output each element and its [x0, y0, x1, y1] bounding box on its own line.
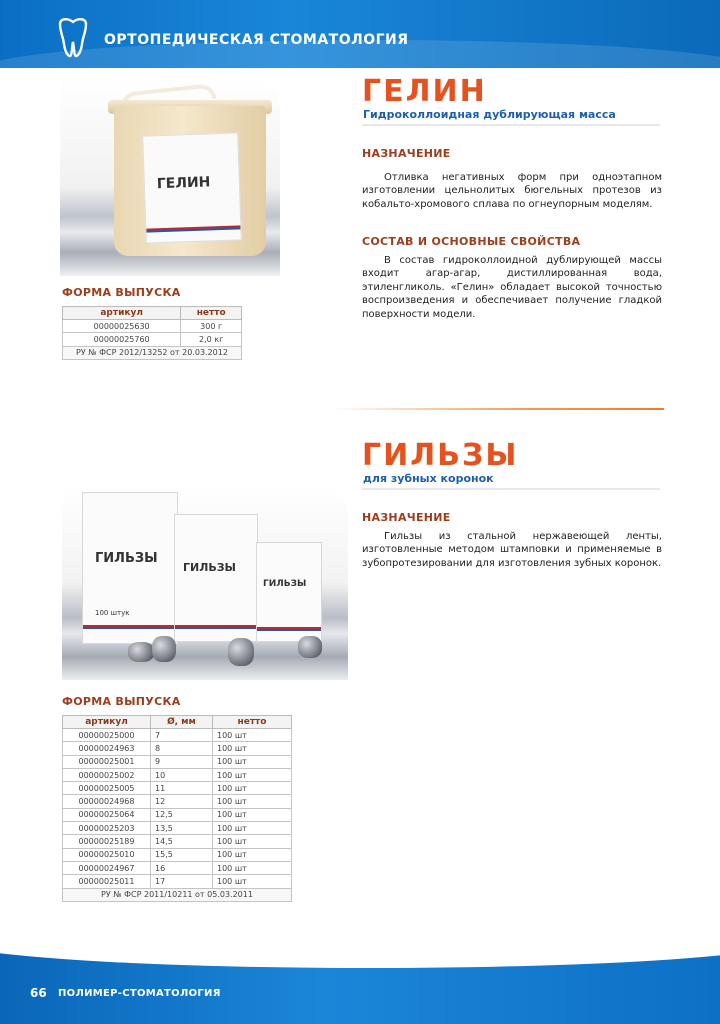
- purpose-text: Гильзы из стальной нержавеющей ленты, изготовленные методом штамповки и применяемые в зубопротезировании для изготовления зубных коронок.: [362, 531, 662, 569]
- table-row: [63, 848, 292, 861]
- article-cell: 00000025000: [63, 729, 151, 742]
- article-cell: 00000025064: [63, 808, 151, 821]
- table-row: [63, 320, 242, 333]
- package-box-medium: [174, 514, 258, 642]
- composition-text: В состав гидроколлоидной дублирующей массы входит агар-агар, дистиллированная вода, этиленгликоль. «Гелин» обладает высокой точностью воспроизведения и обеспечивает получение гладкой поверхности модели.: [362, 255, 662, 320]
- purpose-heading: НАЗНАЧЕНИЕ: [362, 511, 451, 524]
- diameter-cell: 11: [151, 782, 213, 795]
- product-photo-gilzy: [62, 486, 348, 680]
- net-cell: 100 шт: [213, 729, 292, 742]
- registration-cell: РУ № ФСР 2011/10211 от 05.03.2011: [63, 888, 292, 901]
- package-count: 100 штук: [95, 609, 130, 617]
- article-cell: 00000024967: [63, 861, 151, 874]
- package-label: ГИЛЬЗЫ: [183, 561, 236, 574]
- tub-label-name: ГЕЛИН: [156, 174, 211, 193]
- crown-shell-image: [298, 636, 322, 658]
- diameter-cell: 14,5: [151, 835, 213, 848]
- table-row: [63, 875, 292, 888]
- table-row: [63, 755, 292, 768]
- table-row: [63, 835, 292, 848]
- diameter-cell: 16: [151, 861, 213, 874]
- article-cell: 00000024963: [63, 742, 151, 755]
- net-cell: 100 шт: [213, 835, 292, 848]
- article-cell: 00000025001: [63, 755, 151, 768]
- table-header-cell: нетто: [213, 716, 292, 729]
- composition-heading: СОСТАВ И ОСНОВНЫЕ СВОЙСТВА: [362, 235, 581, 248]
- diameter-cell: 9: [151, 755, 213, 768]
- table-row: [63, 333, 242, 346]
- diameter-cell: 13,5: [151, 822, 213, 835]
- net-cell: 100 шт: [213, 875, 292, 888]
- net-cell: 100 шт: [213, 742, 292, 755]
- net-cell: 100 шт: [213, 822, 292, 835]
- footer-curve-decoration: [0, 948, 720, 968]
- page-number: 66: [30, 986, 47, 1000]
- package-stripe: [175, 625, 257, 629]
- diameter-cell: 8: [151, 742, 213, 755]
- table-header-row: [63, 716, 292, 729]
- table-header-cell: Ø, мм: [151, 716, 213, 729]
- package-label: ГИЛЬЗЫ: [263, 579, 307, 589]
- registration-row: [63, 888, 292, 901]
- package-box-small: [256, 542, 322, 642]
- registration-row: [63, 346, 242, 359]
- diameter-cell: 12,5: [151, 808, 213, 821]
- article-cell: 00000025011: [63, 875, 151, 888]
- page-footer: [0, 948, 720, 1024]
- title-underline: [362, 488, 660, 490]
- purpose-heading: НАЗНАЧЕНИЕ: [362, 147, 451, 160]
- title-underline: [362, 124, 660, 126]
- table-row: [63, 795, 292, 808]
- table-row: [63, 822, 292, 835]
- tooth-icon: [56, 18, 90, 58]
- tub-label: [142, 132, 242, 243]
- product-title: ГЕЛИН: [362, 74, 487, 109]
- net-cell: 100 шт: [213, 795, 292, 808]
- net-cell: 100 шт: [213, 861, 292, 874]
- article-cell: 00000024968: [63, 795, 151, 808]
- purpose-text: Отливка негативных форм при одноэтапном изготовлении цельнолитых бюгельных протезов из кобальто-хромового сплава по огнеупорным моделям.: [362, 172, 662, 210]
- crown-shell-image: [152, 636, 176, 662]
- net-cell: 100 шт: [213, 782, 292, 795]
- article-cell: 00000025203: [63, 822, 151, 835]
- article-cell: 00000025002: [63, 768, 151, 781]
- table-row: [63, 768, 292, 781]
- table-row: [63, 729, 292, 742]
- table-header-cell: артикул: [63, 307, 181, 320]
- page-header: [0, 0, 720, 68]
- table-row: [63, 861, 292, 874]
- header-title: ОРТОПЕДИЧЕСКАЯ СТОМАТОЛОГИЯ: [104, 32, 409, 48]
- package-label: ГИЛЬЗЫ: [95, 551, 158, 566]
- diameter-cell: 7: [151, 729, 213, 742]
- release-form-heading: ФОРМА ВЫПУСКА: [62, 695, 181, 708]
- net-cell: 100 шт: [213, 768, 292, 781]
- tub-label-stripe: [146, 225, 240, 232]
- section-divider: [330, 408, 664, 410]
- net-cell: 100 шт: [213, 755, 292, 768]
- release-table-gelin: [62, 306, 242, 360]
- net-cell: 100 шт: [213, 848, 292, 861]
- package-stripe: [83, 625, 177, 629]
- article-cell: 00000025005: [63, 782, 151, 795]
- table-header-cell: артикул: [63, 716, 151, 729]
- diameter-cell: 12: [151, 795, 213, 808]
- product-subtitle: для зубных коронок: [363, 472, 494, 485]
- release-table-body: [63, 729, 292, 902]
- diameter-cell: 10: [151, 768, 213, 781]
- table-row: [63, 782, 292, 795]
- crown-shell-image: [128, 642, 154, 662]
- package-box-large: [82, 492, 178, 644]
- crown-shell-image: [228, 638, 254, 666]
- table-row: [63, 808, 292, 821]
- product-title: ГИЛЬЗЫ: [362, 438, 519, 473]
- table-row: [63, 742, 292, 755]
- table-header-cell: нетто: [181, 307, 242, 320]
- product-photo-gelin: [60, 78, 280, 276]
- diameter-cell: 17: [151, 875, 213, 888]
- article-cell: 00000025760: [63, 333, 181, 346]
- registration-cell: РУ № ФСР 2012/13252 от 20.03.2012: [63, 346, 242, 359]
- net-cell: 2,0 кг: [181, 333, 242, 346]
- package-stripe: [257, 627, 321, 631]
- table-header-row: [63, 307, 242, 320]
- footer-brand: ПОЛИМЕР-СТОМАТОЛОГИЯ: [58, 988, 221, 999]
- article-cell: 00000025630: [63, 320, 181, 333]
- release-form-heading: ФОРМА ВЫПУСКА: [62, 286, 181, 299]
- release-table-gilzy: [62, 715, 292, 902]
- product-subtitle: Гидроколлоидная дублирующая масса: [363, 108, 616, 121]
- diameter-cell: 15,5: [151, 848, 213, 861]
- article-cell: 00000025010: [63, 848, 151, 861]
- article-cell: 00000025189: [63, 835, 151, 848]
- net-cell: 300 г: [181, 320, 242, 333]
- net-cell: 100 шт: [213, 808, 292, 821]
